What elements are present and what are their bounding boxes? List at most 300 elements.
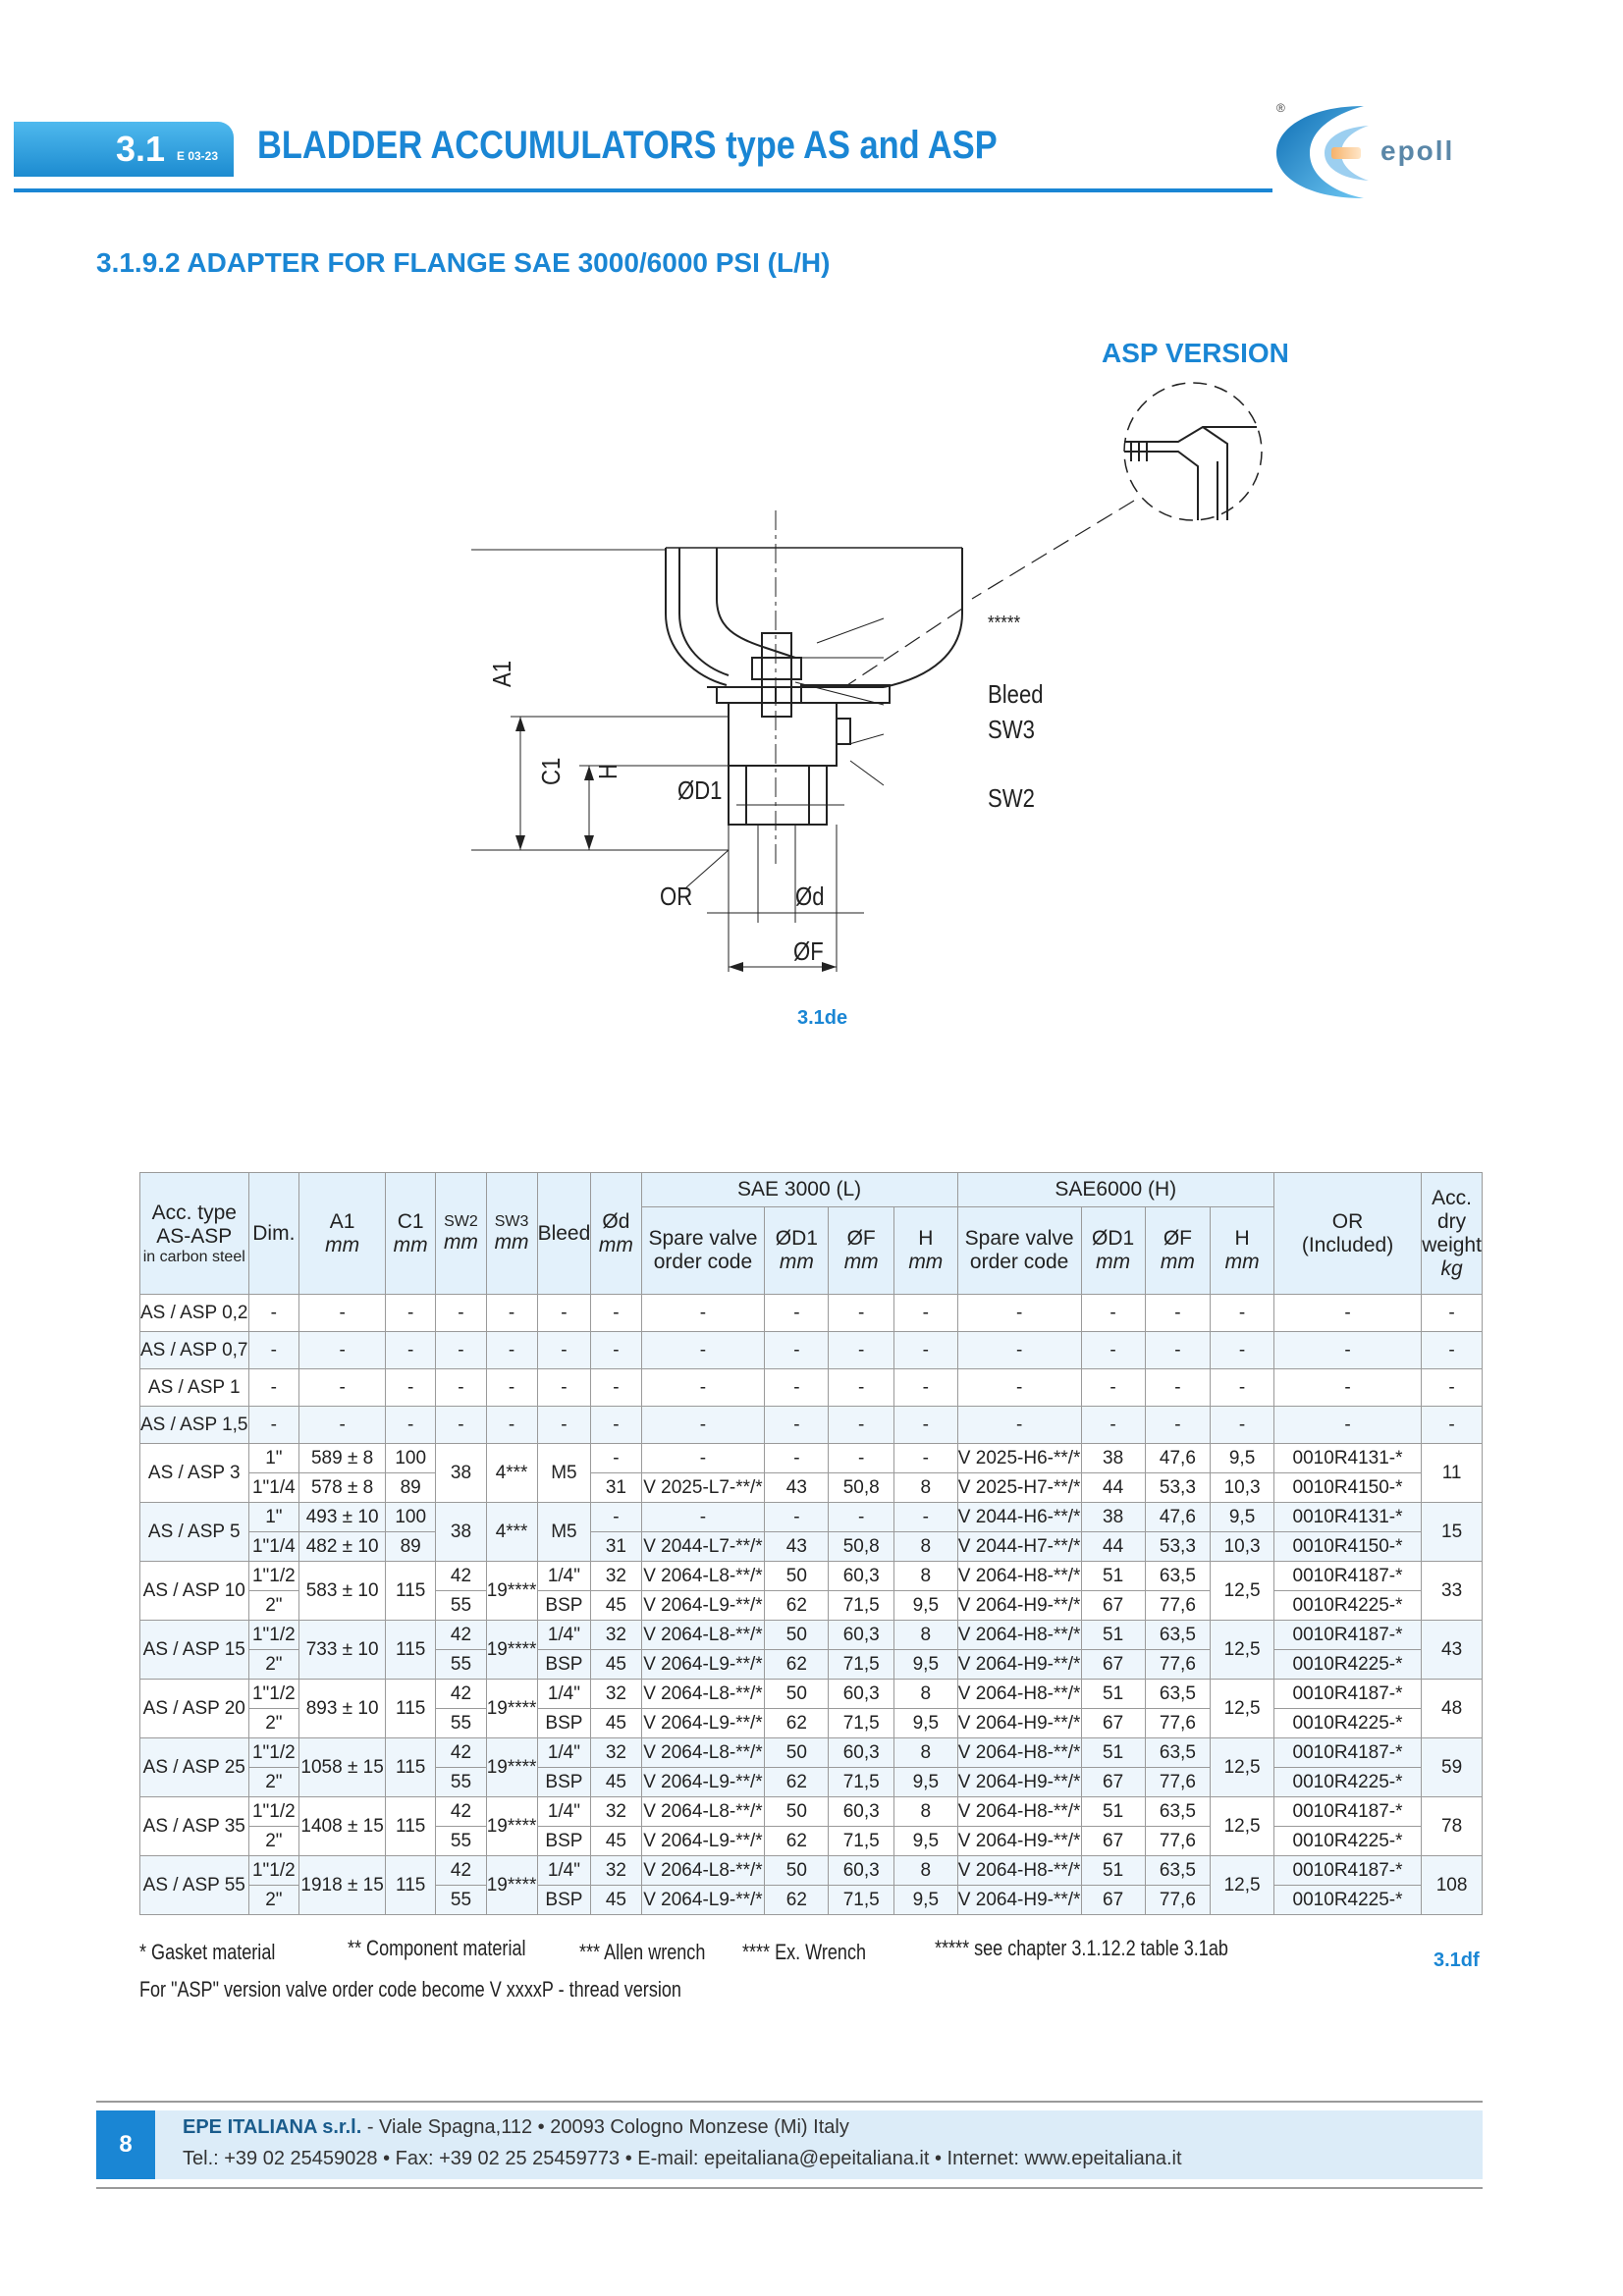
dim-cell: 2" [248, 1650, 299, 1680]
table-cell: 45 [591, 1709, 641, 1738]
table-cell: 8 [894, 1680, 958, 1709]
table-cell: 51 [1081, 1562, 1145, 1591]
th-bleed: Bleed [537, 1173, 591, 1295]
th-od1-h: ØD1 mm [1081, 1207, 1145, 1295]
table-cell: - [299, 1369, 386, 1407]
table-cell: 51 [1081, 1856, 1145, 1886]
table-cell: - [765, 1369, 829, 1407]
table-cell: - [1422, 1295, 1483, 1332]
table-cell: V 2064-L9-**/* [641, 1827, 765, 1856]
acc-type-cell: AS / ASP 1 [140, 1369, 249, 1407]
table-cell: 60,3 [829, 1562, 894, 1591]
or-cell: 0010R4150-* [1273, 1532, 1421, 1562]
or-cell: 0010R4225-* [1273, 1591, 1421, 1621]
table-cell: - [1211, 1369, 1274, 1407]
table-cell: 19**** [486, 1797, 537, 1856]
table-cell: 9,5 [894, 1827, 958, 1856]
th-spare-l: Spare valve order code [641, 1207, 765, 1295]
table-cell: 1918 ± 15 [299, 1856, 386, 1915]
table-cell: V 2044-H6-**/* [957, 1503, 1081, 1532]
or-cell: 0010R4131-* [1273, 1503, 1421, 1532]
footer-company-line [183, 2116, 849, 2139]
table-cell: 42 [436, 1738, 486, 1768]
table-row [140, 1621, 1483, 1650]
table-cell: - [894, 1369, 958, 1407]
table-cell: 19**** [486, 1738, 537, 1797]
table-cell: 8 [894, 1738, 958, 1768]
table-cell: 71,5 [829, 1650, 894, 1680]
table-cell: 89 [386, 1473, 436, 1503]
dim-cell: 1"1/2 [248, 1562, 299, 1591]
table-cell: 31 [591, 1473, 641, 1503]
table-cell: 50 [765, 1856, 829, 1886]
table-cell: 60,3 [829, 1621, 894, 1650]
bleed-label: Bleed [988, 679, 1044, 709]
logo-text: epoll [1380, 135, 1455, 166]
acc-type-cell: AS / ASP 35 [140, 1797, 249, 1856]
th-sw3: SW3 mm [486, 1173, 537, 1295]
table-cell: V 2064-H8-**/* [957, 1562, 1081, 1591]
table-cell: 9,5 [894, 1709, 958, 1738]
table-cell: 44 [1081, 1532, 1145, 1562]
th-acc-type: Acc. type AS-ASP in carbon steel [140, 1173, 249, 1295]
table-cell: - [436, 1332, 486, 1369]
th-h-l: H mm [894, 1207, 958, 1295]
table-cell: 9,5 [894, 1650, 958, 1680]
table-cell: 67 [1081, 1591, 1145, 1621]
weight-cell: 33 [1422, 1562, 1483, 1621]
table-cell: V 2064-L9-**/* [641, 1650, 765, 1680]
table-row [140, 1295, 1483, 1332]
table-cell: 1/4" [537, 1680, 591, 1709]
table-cell: 12,5 [1211, 1738, 1274, 1797]
table-cell: 100 [386, 1503, 436, 1532]
table-cell: V 2064-L8-**/* [641, 1562, 765, 1591]
table-row [140, 1473, 1483, 1503]
table-cell: 9,5 [894, 1591, 958, 1621]
table-cell: - [537, 1369, 591, 1407]
table-cell: - [591, 1332, 641, 1369]
table-cell: 50 [765, 1738, 829, 1768]
dim-cell: 1"1/2 [248, 1680, 299, 1709]
table-cell: - [386, 1407, 436, 1444]
table-cell: - [591, 1369, 641, 1407]
table-cell: V 2064-H9-**/* [957, 1650, 1081, 1680]
table-cell: - [299, 1407, 386, 1444]
table-cell: 8 [894, 1562, 958, 1591]
table-cell: 71,5 [829, 1709, 894, 1738]
table-cell: V 2064-H8-**/* [957, 1856, 1081, 1886]
table-cell: 67 [1081, 1650, 1145, 1680]
table-cell: V 2064-H8-**/* [957, 1621, 1081, 1650]
table-cell: 63,5 [1145, 1856, 1211, 1886]
table-cell: 55 [436, 1768, 486, 1797]
table-cell: 8 [894, 1856, 958, 1886]
table-cell: 32 [591, 1562, 641, 1591]
table-cell: 8 [894, 1473, 958, 1503]
edition-code: E 03-23 [177, 149, 219, 163]
table-cell: V 2064-L8-**/* [641, 1797, 765, 1827]
table-cell: - [894, 1503, 958, 1532]
table-cell: - [765, 1295, 829, 1332]
weight-cell: 59 [1422, 1738, 1483, 1797]
table-cell: 38 [436, 1503, 486, 1562]
table-cell: 60,3 [829, 1680, 894, 1709]
footer-rule-bot [96, 2187, 1483, 2189]
table-cell: 67 [1081, 1768, 1145, 1797]
registered-mark: ® [1276, 101, 1285, 115]
table-cell: 12,5 [1211, 1562, 1274, 1621]
table-cell: BSP [537, 1768, 591, 1797]
table-cell: V 2025-H6-**/* [957, 1444, 1081, 1473]
table-cell: - [829, 1407, 894, 1444]
acc-type-cell: AS / ASP 0,7 [140, 1332, 249, 1369]
table-cell: 62 [765, 1650, 829, 1680]
th-sae3000: SAE 3000 (L) [641, 1173, 957, 1207]
table-cell: 44 [1081, 1473, 1145, 1503]
table-cell: - [537, 1407, 591, 1444]
table-cell: V 2044-L7-**/* [641, 1532, 765, 1562]
table-cell: 45 [591, 1650, 641, 1680]
table-cell: 63,5 [1145, 1738, 1211, 1768]
table-cell: - [486, 1295, 537, 1332]
th-od: Ød mm [591, 1173, 641, 1295]
table-cell: 50,8 [829, 1473, 894, 1503]
acc-type-cell: AS / ASP 3 [140, 1444, 249, 1503]
th-spare-h: Spare valve order code [957, 1207, 1081, 1295]
table-cell: 115 [386, 1562, 436, 1621]
th-a1: A1 mm [299, 1173, 386, 1295]
or-cell: 0010R4225-* [1273, 1709, 1421, 1738]
table-cell: - [1273, 1332, 1421, 1369]
table-cell: - [248, 1295, 299, 1332]
footer-rule-top [96, 2101, 1483, 2103]
table-cell: - [765, 1444, 829, 1473]
table-cell: 51 [1081, 1621, 1145, 1650]
table-cell: 733 ± 10 [299, 1621, 386, 1680]
od1-label: ØD1 [677, 775, 723, 805]
table-cell: - [299, 1332, 386, 1369]
table-cell: 4*** [486, 1503, 537, 1562]
th-dim: Dim. [248, 1173, 299, 1295]
table-cell: - [486, 1332, 537, 1369]
section-title: 3.1.9.2 ADAPTER FOR FLANGE SAE 3000/6000 PSI (L/H) [96, 247, 831, 278]
table-cell: V 2064-H9-**/* [957, 1709, 1081, 1738]
table-cell: 1/4" [537, 1738, 591, 1768]
table-cell: - [537, 1295, 591, 1332]
table-row [140, 1532, 1483, 1562]
table-cell: 19**** [486, 1621, 537, 1680]
acc-type-cell: AS / ASP 10 [140, 1562, 249, 1621]
page-title: BLADDER ACCUMULATORS type AS and ASP [257, 124, 998, 167]
table-cell: - [591, 1295, 641, 1332]
table-cell: 63,5 [1145, 1621, 1211, 1650]
company-name: EPE ITALIANA s.r.l. [183, 2116, 362, 2138]
acc-type-cell: AS / ASP 15 [140, 1621, 249, 1680]
table-cell: - [641, 1332, 765, 1369]
table-cell: 578 ± 8 [299, 1473, 386, 1503]
table-cell: V 2064-H8-**/* [957, 1738, 1081, 1768]
acc-type-cell: AS / ASP 1,5 [140, 1407, 249, 1444]
table-cell: 77,6 [1145, 1709, 1211, 1738]
note-chapter: ***** see chapter 3.1.12.2 table 3.1ab [935, 1936, 1228, 1960]
table-cell: 51 [1081, 1797, 1145, 1827]
acc-type-cell: AS / ASP 55 [140, 1856, 249, 1915]
table-cell: - [957, 1332, 1081, 1369]
table-cell: 50 [765, 1562, 829, 1591]
table-cell: M5 [537, 1503, 591, 1562]
table-cell: 62 [765, 1768, 829, 1797]
table-cell: 4*** [486, 1444, 537, 1503]
table-cell: 62 [765, 1709, 829, 1738]
table-cell: - [436, 1295, 486, 1332]
dim-cell: 1"1/4 [248, 1473, 299, 1503]
table-cell: 50,8 [829, 1532, 894, 1562]
epoll-logo [1271, 98, 1487, 204]
table-cell: - [591, 1407, 641, 1444]
or-cell: 0010R4187-* [1273, 1680, 1421, 1709]
table-cell: 63,5 [1145, 1562, 1211, 1591]
of-label: ØF [793, 936, 824, 966]
table-cell: 115 [386, 1680, 436, 1738]
table-cell: 43 [765, 1532, 829, 1562]
table-cell: V 2064-L8-**/* [641, 1856, 765, 1886]
table-cell: 62 [765, 1827, 829, 1856]
table-cell: 8 [894, 1621, 958, 1650]
table-cell: 55 [436, 1650, 486, 1680]
table-cell: V 2064-H9-**/* [957, 1886, 1081, 1915]
th-of-h: ØF mm [1145, 1207, 1211, 1295]
table-cell: 55 [436, 1827, 486, 1856]
table-cell: BSP [537, 1650, 591, 1680]
table-cell: - [1081, 1332, 1145, 1369]
table-cell: 42 [436, 1856, 486, 1886]
table-cell: 19**** [486, 1680, 537, 1738]
or-cell: 0010R4187-* [1273, 1562, 1421, 1591]
table-cell: 32 [591, 1856, 641, 1886]
table-cell: 50 [765, 1797, 829, 1827]
table-cell: 77,6 [1145, 1827, 1211, 1856]
or-cell: 0010R4225-* [1273, 1886, 1421, 1915]
spec-table-body [140, 1295, 1483, 1915]
dim-cell: 1"1/2 [248, 1797, 299, 1827]
table-cell: 9,5 [1211, 1444, 1274, 1473]
or-cell: 0010R4150-* [1273, 1473, 1421, 1503]
table-cell: 893 ± 10 [299, 1680, 386, 1738]
table-row [140, 1680, 1483, 1709]
c1-label: C1 [536, 757, 566, 785]
table-cell: 42 [436, 1797, 486, 1827]
table-cell: 115 [386, 1797, 436, 1856]
table-cell: 71,5 [829, 1768, 894, 1797]
note-allen: *** Allen wrench [579, 1940, 706, 1964]
th-sw2: SW2 mm [436, 1173, 486, 1295]
table-cell: - [1145, 1295, 1211, 1332]
asp-version-label: ASP VERSION [1102, 338, 1289, 368]
table-cell: 38 [1081, 1503, 1145, 1532]
or-cell: 0010R4225-* [1273, 1768, 1421, 1797]
table-cell: - [386, 1369, 436, 1407]
table-cell: 67 [1081, 1886, 1145, 1915]
table-cell: 42 [436, 1621, 486, 1650]
table-cell: 50 [765, 1621, 829, 1650]
table-cell: 115 [386, 1621, 436, 1680]
table-cell: - [957, 1369, 1081, 1407]
a1-label: A1 [487, 660, 516, 687]
table-cell: - [1211, 1332, 1274, 1369]
table-cell: 9,5 [894, 1886, 958, 1915]
table-cell: 19**** [486, 1562, 537, 1621]
table-cell: - [486, 1407, 537, 1444]
table-cell: 71,5 [829, 1591, 894, 1621]
th-or: OR (Included) [1273, 1173, 1421, 1295]
table-cell: - [1145, 1332, 1211, 1369]
table-row [140, 1503, 1483, 1532]
table-cell: V 2064-L8-**/* [641, 1680, 765, 1709]
table-cell: 55 [436, 1709, 486, 1738]
table-cell: 1/4" [537, 1856, 591, 1886]
table-cell: - [591, 1444, 641, 1473]
dim-cell: 1"1/2 [248, 1738, 299, 1768]
table-cell: 42 [436, 1562, 486, 1591]
weight-cell: 78 [1422, 1797, 1483, 1856]
table-cell: - [894, 1444, 958, 1473]
section-number: 3.1 [116, 129, 166, 169]
table-cell: 1408 ± 15 [299, 1797, 386, 1856]
table-cell: 47,6 [1145, 1444, 1211, 1473]
dim-cell: 2" [248, 1591, 299, 1621]
table-cell: BSP [537, 1827, 591, 1856]
table-cell: 9,5 [1211, 1503, 1274, 1532]
table-cell: - [957, 1407, 1081, 1444]
table-cell: BSP [537, 1886, 591, 1915]
table-cell: 32 [591, 1738, 641, 1768]
table-cell: 43 [765, 1473, 829, 1503]
table-cell: 115 [386, 1856, 436, 1915]
table-cell: 67 [1081, 1827, 1145, 1856]
table-row [140, 1738, 1483, 1768]
table-cell: BSP [537, 1591, 591, 1621]
table-cell: M5 [537, 1444, 591, 1503]
acc-type-cell: AS / ASP 25 [140, 1738, 249, 1797]
table-cell: 32 [591, 1797, 641, 1827]
table-cell: - [248, 1369, 299, 1407]
table-cell: - [829, 1369, 894, 1407]
table-cell: V 2064-H9-**/* [957, 1591, 1081, 1621]
table-cell: 10,3 [1211, 1473, 1274, 1503]
page-number: 8 [96, 2110, 155, 2179]
note-gasket: * Gasket material [139, 1940, 276, 1964]
table-cell: 77,6 [1145, 1886, 1211, 1915]
dim-cell: 2" [248, 1709, 299, 1738]
th-od1-l: ØD1 mm [765, 1207, 829, 1295]
or-cell: 0010R4225-* [1273, 1650, 1421, 1680]
header-rule [14, 188, 1272, 192]
table-cell: V 2064-L9-**/* [641, 1709, 765, 1738]
note-asp-version: For "ASP" version valve order code become V xxxxP - thread version [139, 1977, 681, 2002]
dim-cell: 2" [248, 1886, 299, 1915]
table-cell: - [641, 1295, 765, 1332]
dim-cell: 2" [248, 1768, 299, 1797]
or-label: OR [660, 881, 693, 911]
table-cell: BSP [537, 1709, 591, 1738]
table-cell: - [248, 1407, 299, 1444]
figure-ref: 3.1de [797, 1007, 848, 1029]
dim-cell: 1"1/4 [248, 1532, 299, 1562]
table-cell: 67 [1081, 1709, 1145, 1738]
or-cell: 0010R4187-* [1273, 1797, 1421, 1827]
dim-cell: 1" [248, 1444, 299, 1473]
table-row [140, 1444, 1483, 1473]
table-cell: 51 [1081, 1680, 1145, 1709]
company-address: - Viale Spagna,112 • 20093 Cologno Monzese (Mi) Italy [361, 2116, 849, 2138]
or-cell: 0010R4225-* [1273, 1827, 1421, 1856]
table-row [140, 1562, 1483, 1591]
table-cell: - [436, 1407, 486, 1444]
weight-cell: 43 [1422, 1621, 1483, 1680]
table-cell: - [1211, 1295, 1274, 1332]
table-cell: 32 [591, 1621, 641, 1650]
table-cell: 55 [436, 1886, 486, 1915]
table-cell: 493 ± 10 [299, 1503, 386, 1532]
or-cell: 0010R4187-* [1273, 1738, 1421, 1768]
table-cell: 12,5 [1211, 1797, 1274, 1856]
table-cell: V 2064-L9-**/* [641, 1591, 765, 1621]
table-cell: - [829, 1295, 894, 1332]
table-cell: V 2064-H8-**/* [957, 1797, 1081, 1827]
table-cell: 9,5 [894, 1768, 958, 1797]
weight-cell: 11 [1422, 1444, 1483, 1503]
table-cell: - [1145, 1369, 1211, 1407]
or-cell: 0010R4131-* [1273, 1444, 1421, 1473]
table-cell: - [436, 1369, 486, 1407]
table-cell: 45 [591, 1768, 641, 1797]
table-cell: - [1081, 1295, 1145, 1332]
table-cell: 38 [436, 1444, 486, 1503]
adapter-drawing [471, 373, 1296, 982]
spec-table [139, 1172, 1483, 1915]
table-cell: 50 [765, 1680, 829, 1709]
table-row [140, 1856, 1483, 1886]
footer-contacts: Tel.: +39 02 25459028 • Fax: +39 02 25 25459773 • E-mail: epeitaliana@epeitaliana.it • Internet: www.epeitaliana.it [183, 2148, 1182, 2169]
table-cell: V 2064-H8-**/* [957, 1680, 1081, 1709]
table-row [140, 1797, 1483, 1827]
table-cell: - [641, 1407, 765, 1444]
th-c1: C1 mm [386, 1173, 436, 1295]
table-cell: 1/4" [537, 1562, 591, 1591]
th-sae6000: SAE6000 (H) [957, 1173, 1273, 1207]
table-cell: 89 [386, 1532, 436, 1562]
table-cell: V 2025-H7-**/* [957, 1473, 1081, 1503]
table-cell: 31 [591, 1532, 641, 1562]
table-cell: 71,5 [829, 1827, 894, 1856]
table-cell: 100 [386, 1444, 436, 1473]
sw2-label: SW2 [988, 783, 1035, 813]
table-cell: 12,5 [1211, 1621, 1274, 1680]
table-cell: 45 [591, 1827, 641, 1856]
table-cell: 19**** [486, 1856, 537, 1915]
table-cell: 62 [765, 1886, 829, 1915]
table-cell: 77,6 [1145, 1768, 1211, 1797]
table-cell: V 2064-H9-**/* [957, 1827, 1081, 1856]
table-cell: 32 [591, 1680, 641, 1709]
table-cell: - [537, 1332, 591, 1369]
table-cell: 71,5 [829, 1886, 894, 1915]
table-cell: V 2064-L9-**/* [641, 1768, 765, 1797]
th-h-h: H mm [1211, 1207, 1274, 1295]
table-cell: - [957, 1295, 1081, 1332]
table-cell: 8 [894, 1532, 958, 1562]
